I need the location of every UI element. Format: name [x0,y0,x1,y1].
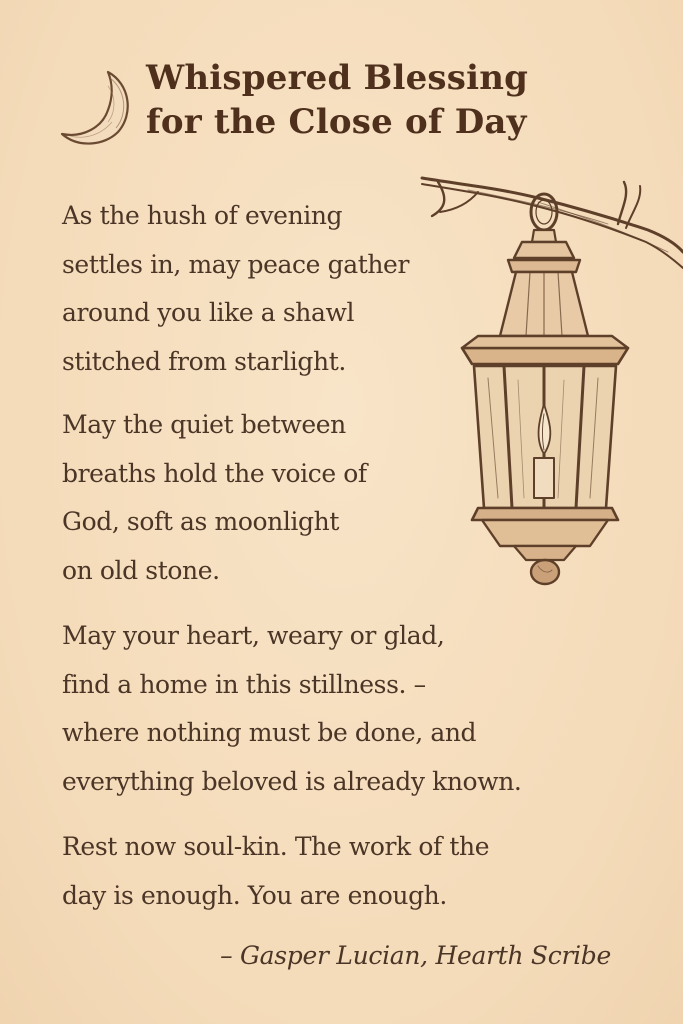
paragraph-line: As the hush of evening [62,201,343,230]
title-line-1: Whispered Blessing [146,58,529,98]
crescent-moon-icon [56,64,136,148]
paragraph-line: God, soft as moonlight [62,507,339,536]
paragraph-line: May the quiet between [62,410,346,439]
page-title [146,56,528,144]
paragraph-line: settles in, may peace gather [62,249,410,279]
title-line-2: for the Close of Day [146,102,527,142]
paragraph-line: Rest now soul-kin. The work of the [62,832,490,861]
paragraph-line: everything beloved is already known. [62,766,522,796]
paragraph-line: May your heart, weary or glad, [62,621,445,650]
paragraph-line: breaths hold the voice of [62,458,367,488]
paragraph-line: day is enough. You are enough. [62,880,447,910]
paragraph-line: find a home in this stillness. – [62,669,426,699]
paragraph-line: around you like a shawl [62,298,355,327]
paragraph-line: on old stone. [62,555,220,585]
paragraph-line: where nothing must be done, and [62,718,477,747]
blessing-paragraph-3 [62,612,521,806]
blessing-paragraph-4 [62,823,489,920]
hanging-lantern-illustration [418,168,683,598]
paragraph-line: stitched from starlight. [62,346,346,376]
blessing-paragraph-2 [62,401,367,595]
blessing-paragraph-1 [62,192,409,386]
author-signature: – Gasper Lucian, Hearth Scribe [220,941,611,970]
